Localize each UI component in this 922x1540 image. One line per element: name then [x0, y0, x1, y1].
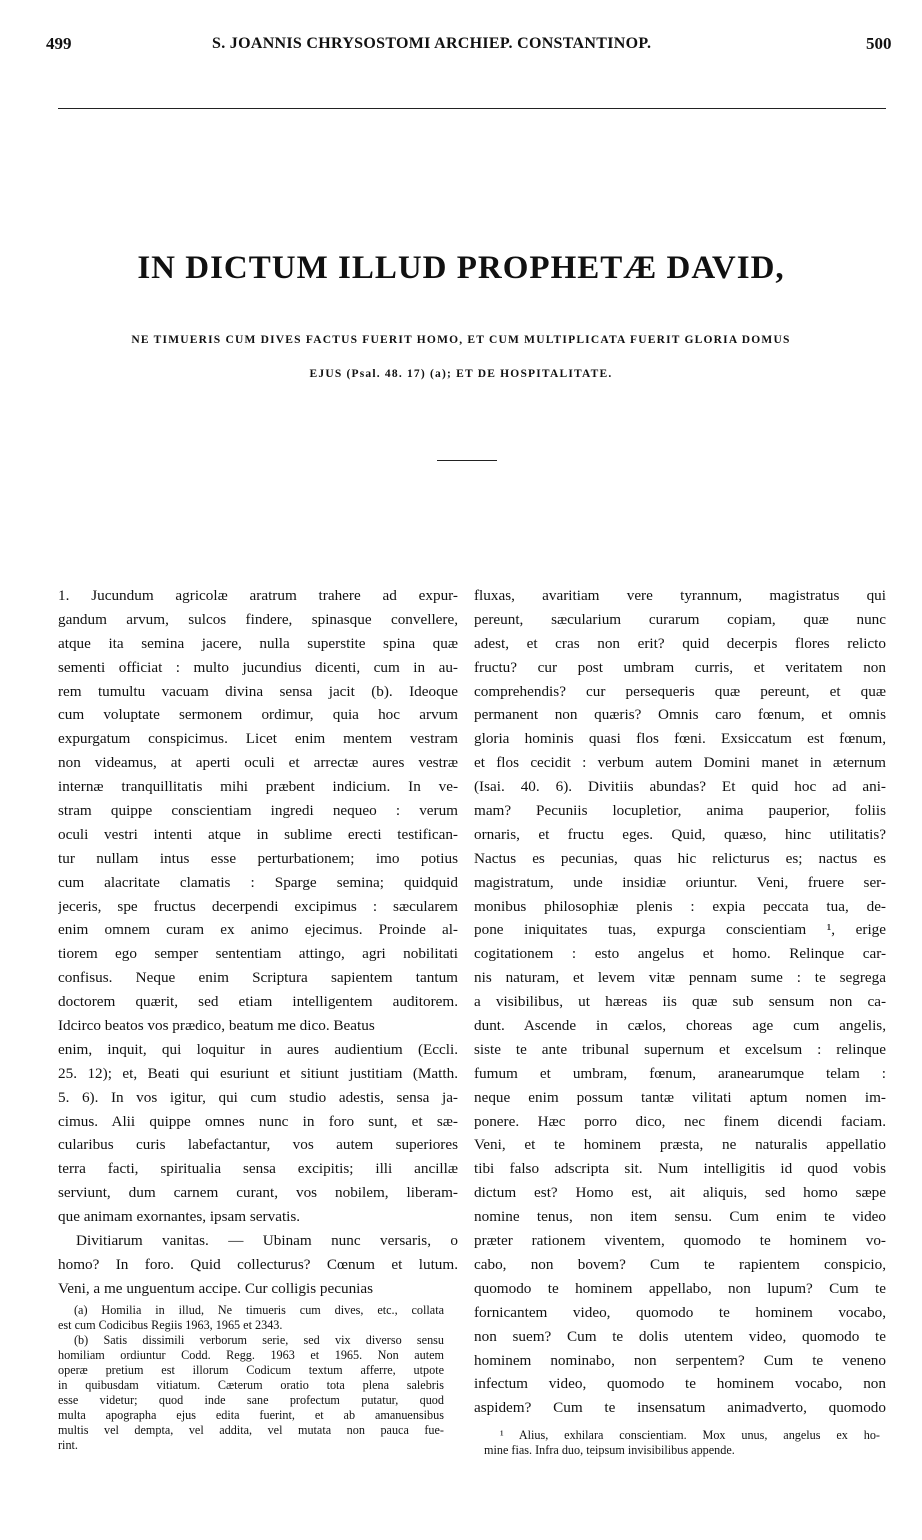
body-line: internæ tranquillitatis mihi præbent indicium. In ve-: [58, 778, 458, 796]
subtitle-line-1: NE TIMUERIS CUM DIVES FACTUS FUERIT HOMO, ET CUM MULTIPLICATA FUERIT GLORIA DOMUS: [131, 334, 791, 346]
body-line: que animam exornantes, ipsam servatis.: [58, 1208, 301, 1226]
body-line: tibi falso adscripta sit. Num intelligitis id quod vobis: [474, 1160, 886, 1178]
body-line: expurgatum conspicimus. Licet enim mentem vestram: [58, 730, 458, 748]
body-line: Idcirco beatos vos prædico, beatum me dico. Beatus: [58, 1017, 375, 1035]
body-line: permanent non quæris? Omnis caro fœnum, et omnis: [474, 706, 886, 724]
body-line: serviunt, dum carnem curant, vos nobilem, liberam-: [58, 1184, 458, 1202]
body-line: 25. 12); et, Beati qui esuriunt et sitiunt justitiam (Matth.: [58, 1064, 458, 1082]
body-line: et flos cecidit : verbum autem Domini manet in æternum: [474, 754, 886, 772]
body-line: monibus philosophiæ plenis : expia peccata tua, de-: [474, 897, 886, 915]
body-line: comprehendis? cur persequeris quæ pereunt, et quæ: [474, 682, 886, 700]
body-line: infectum video, quomodo te hominem vocabo, non: [474, 1375, 886, 1393]
body-line: gandum arvum, sulcos findere, spinasque convellere,: [58, 610, 458, 628]
body-line: confisus. Neque enim Scriptura sapientem tantum: [58, 969, 458, 987]
footnote-line: (b) Satis dissimili verborum serie, sed vix diverso sensu: [74, 1333, 444, 1347]
body-line: cimus. Alii quippe omnes nunc in foro sunt, et sæ-: [58, 1112, 458, 1130]
text-column-right: [474, 584, 886, 1420]
header-rule: [58, 108, 886, 109]
footnote-line: rint.: [58, 1438, 78, 1452]
body-line: Nactus es pecunias, quas hic relicturus es; nactus es: [474, 849, 886, 867]
body-line: 5. 6). In vos igitur, qui cum studio adestis, sensa ja-: [58, 1088, 458, 1106]
footnote-line: est cum Codicibus Regiis 1963, 1965 et 2343.: [58, 1318, 283, 1332]
body-line: enim, inquit, qui loquitur in aures audientium (Eccli.: [58, 1040, 458, 1058]
body-line: a visibilibus, ut hæreas iis quæ sub sensum non ca-: [474, 993, 886, 1011]
body-line: homo? In foro. Quid collecturus? Cœnum et lutum.: [58, 1255, 458, 1273]
body-line: Veni, a me unguentum accipe. Cur colligis pecunias: [58, 1279, 374, 1297]
body-line: fornicantem video, quomodo te hominem vocabo,: [474, 1303, 886, 1321]
body-line: 1. Jucundum agricolæ aratrum trahere ad expur-: [58, 587, 458, 604]
body-line: fumum et umbram, fœnum, aranearumque telam :: [474, 1064, 886, 1082]
body-line: fluxas, avaritiam vere tyrannum, magistratus qui: [474, 587, 886, 604]
body-line: cabo, non bovem? Cum te rapientem conspicio,: [474, 1255, 886, 1273]
body-line: doctorem quærit, sed etiam intelligentem auditorem.: [58, 993, 458, 1011]
body-line: quomodo te hominem appellabo, non lupum? Cum te: [474, 1279, 886, 1297]
body-line: cogitationem : esto angelus et homo. Relinque car-: [474, 945, 886, 963]
body-line: (Isai. 40. 6). Divitiis abundas? Et quid hoc ad ani-: [474, 778, 886, 796]
subtitle-line-2: EJUS (Psal. 48. 17) (a); ET DE HOSPITALITATE.: [309, 368, 613, 380]
body-line: præter rationem viventem, quomodo te hominem vo-: [474, 1232, 886, 1250]
body-line: Veni, et te hominem præsta, ne naturalis appellatio: [474, 1136, 886, 1154]
body-line: cum voluptate sermonem ordimur, quia hoc arvum: [58, 706, 458, 724]
footnote-line: mine fias. Infra duo, teipsum invisibilibus appende.: [484, 1443, 735, 1457]
body-line: enim omnem curam ex animo ejecimus. Proinde al-: [58, 921, 458, 939]
body-line: dictum est? Homo est, ait aliquis, sed homo sæpe: [474, 1184, 886, 1202]
body-line: cularibus curis labefactantur, vos autem superiores: [58, 1136, 458, 1154]
body-line: siste te ante tribunal supernum et excelsum : relinque: [474, 1040, 886, 1058]
homily-title: IN DICTUM ILLUD PROPHETÆ DAVID,: [137, 250, 785, 286]
page-number-right: 500: [866, 34, 892, 53]
body-line: non videamus, at aperti oculi et arrectæ aures vestræ: [58, 754, 458, 772]
footnotes-right: [484, 1428, 880, 1458]
footnote-line: homiliam ordiuntur Codd. Regg. 1963 et 1965. Non autem: [58, 1348, 444, 1362]
body-line: rem tumultu vacuam divina sensa jacit (b). Ideoque: [58, 682, 458, 700]
body-line: aspidem? Cum te insensatum animadverto, quomodo: [474, 1399, 886, 1417]
body-line: ponere. Hæc porro dico, nec finem dicendi faciam.: [474, 1112, 886, 1130]
body-line: hominem nominabo, non serpentem? Cum te veneno: [474, 1351, 886, 1369]
body-line: neque enim possum tantæ vilitati aptum nomen im-: [474, 1088, 886, 1106]
body-line: tiorem ego semper sententiam attingo, agri nobilitati: [58, 945, 458, 963]
page-number-left: 499: [46, 34, 72, 53]
body-line: fructu? cur post umbram curris, et veritatem non: [474, 658, 886, 676]
body-line: pone iniquitates tuas, expurga conscientiam ¹, erige: [474, 921, 886, 939]
body-line: jeceris, spe fructus decerpendi excipimus : sæcularem: [58, 897, 458, 915]
body-line: nomine tenus, non item sensu. Cum enim te video: [474, 1208, 886, 1226]
text-column-left: [58, 584, 458, 1301]
body-line: sementi officiat : multo jucundius dicenti, cum in au-: [58, 658, 458, 676]
body-line: tur nullam intus esse perturbationem; imo potius: [58, 849, 458, 867]
body-line: adest, et cras non erit? quid decerpis flores relicto: [474, 634, 886, 652]
footnote-line: operæ pretium est illorum Codicum textum afferre, utpote: [58, 1363, 444, 1377]
body-line: oculi vestri intenti atque in sublime erecti testifican-: [58, 825, 458, 843]
footnote-line: ¹ Alius, exhilara conscientiam. Mox unus, angelus ex ho-: [500, 1428, 880, 1442]
footnote-line: (a) Homilia in illud, Ne timueris cum dives, etc., collata: [74, 1303, 444, 1317]
footnote-line: multis vel dempta, vel addita, vel mutata non pauca fue-: [58, 1423, 444, 1437]
body-line: mam? Pecuniis locupletior, anima pauperior, foliis: [474, 802, 886, 820]
body-line: pereunt, sæcularium curarum copiam, quæ nunc: [474, 610, 886, 628]
running-head: S. JOANNIS CHRYSOSTOMI ARCHIEP. CONSTANTINOP.: [212, 35, 652, 52]
body-line: Divitiarum vanitas. — Ubinam nunc versaris, o: [76, 1232, 458, 1250]
body-line: non suem? Cum te dolis utentem video, quomodo te: [474, 1327, 886, 1345]
body-line: terra facti, spiritualia sensa excipitis; illi ancillæ: [58, 1160, 458, 1178]
body-line: nis naturam, et levem vitæ pennam sume : te segrega: [474, 969, 886, 987]
footnote-line: multa apographa ejus edita fuerint, et ab amanuensibus: [58, 1408, 444, 1422]
section-divider: [437, 460, 497, 461]
body-line: dunt. Ascende in cælos, choreas age cum angelis,: [474, 1017, 886, 1035]
footnote-line: esse videtur; quod inde sane profectum putatur, quod: [58, 1393, 444, 1407]
body-line: gloria hominis quasi flos fœni. Exsiccatum est fœnum,: [474, 730, 886, 748]
body-line: atque ita semina jacere, nulla superstite spina quæ: [58, 634, 458, 652]
body-line: cum alacritate clamatis : Sparge semina; quidquid: [58, 873, 458, 891]
footnotes-left: [58, 1303, 444, 1453]
body-line: stram quippe conscientiam ingredi nequeo : verum: [58, 802, 458, 820]
footnote-line: in quibusdam vitiatum. Cæterum oratio tota plena salebris: [58, 1378, 444, 1392]
body-line: magistratum, unde insidiæ oriuntur. Veni, fruere ser-: [474, 873, 886, 891]
body-line: ornaris, et fructu eges. Quid, quæso, hinc utilitatis?: [474, 825, 886, 843]
